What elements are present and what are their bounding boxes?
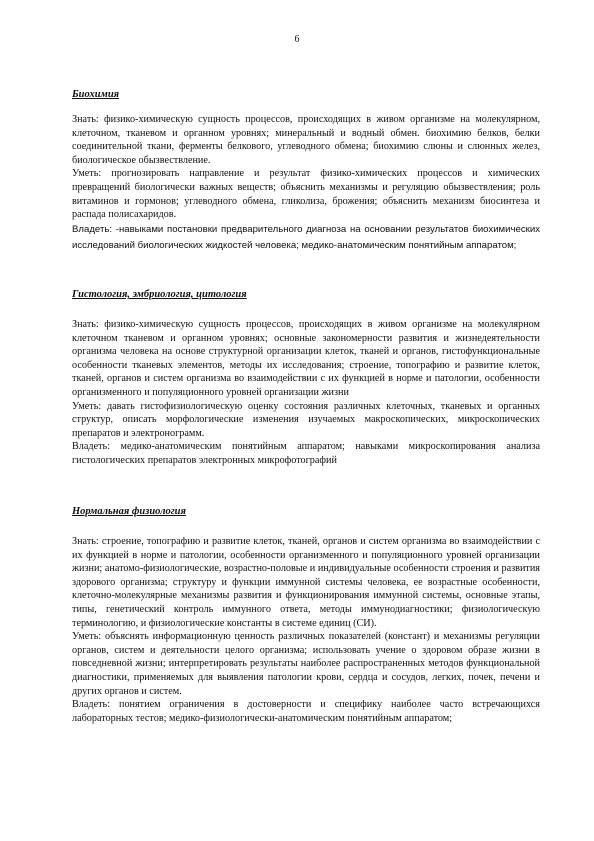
paragraph-master: Владеть: -навыками постановки предварительного диагноза на основании результатов биохимических исследований биологических жидкостей человека; медико-анатомическим понятийным аппаратом;	[72, 223, 540, 251]
paragraph-master: Владеть: понятием ограничения в достоверности и специфику наиболее часто встречающихся лабораторных тестов; медико-физиологически-анатомическим понятийным аппаратом;	[72, 699, 540, 724]
section-heading: Биохимия	[72, 89, 120, 100]
section-heading: Гистология, эмбриология, цитология	[72, 289, 247, 300]
paragraph-know: Знать: строение, топографию и развитие клеток, тканей, органов и систем организма во взаимодействии с их функцией в норме и патологии, особенности организменного и популяционного уровней организации жизни; анатомо-физиологические, возрастно-половые и индивидуальные особенности строения и развития здорового организма; структуру и функции иммунной системы человека, ее возрастные особенности, клеточно-молекулярные механизмы развития и функционирования иммунной системы, основные этапы, типы, генетический контроль иммунного ответа, методы иммунодиагностики; физиологическую терминологию, и физиологические константы в системе единиц (СИ).	[72, 536, 540, 629]
section-physiology	[72, 505, 540, 725]
page-number: 6	[294, 34, 300, 45]
section-histology	[72, 288, 540, 468]
paragraph-can: Уметь: объяснять информационную ценность различных показателей (констант) и механизмы регуляции органов, систем и деятельности целого организма; использовать учение о здоровом образе жизни в повседневной жизни; интерпретировать результаты наиболее распространенных методов функциональной диагностики, применяемых для выявления патологии крови, сердца и сосудов, легких, почек, печени и других органов и систем.	[72, 631, 540, 697]
section-heading: Нормальная физиология	[72, 506, 186, 517]
paragraph-master: Владеть: медико-анатомическим понятийным аппаратом; навыками микроскопирования анализа гистологических препаратов электронных микрофотографий	[72, 441, 540, 466]
paragraph-know: Знать: физико-химическую сущность процессов, происходящих в живом организме на молекулярном клеточном тканевом и органном уровнях; основные закономерности развития и жизнедеятельности организма человека на основе структурной организации клеток, тканей и органов, гистофункциональные особенности тканевых элементов, методы их исследования; строение, топографию и развитие клеток, тканей, органов и систем организма во взаимодействии с их функцией в норме и патологии, особенности организменного и популяционного уровней организации жизни	[72, 319, 540, 398]
paragraph-know: Знать: физико-химическую сущность процессов, происходящих в живом организме на молекулярном, клеточном, тканевом и органном уровнях; минеральный и водный обмен. биохимию белков, белки соединительной ткани, ферменты белкового, углеводного обмена; биохимию слюны и слюнных желез, биологическое обызвествление.	[72, 114, 540, 166]
section-biochemistry	[72, 88, 540, 254]
paragraph-can: Уметь: давать гистофизиологическую оценку состояния различных клеточных, тканевых и органных структур, описать морфологические изменения изучаемых макроскопических, микроскопических препаратов и электронограмм.	[72, 400, 540, 439]
paragraph-can: Уметь: прогнозировать направление и результат физико-химических процессов и химических превращений биологически важных веществ; объяснить механизмы и регуляцию обызвествления; роль витаминов и гормонов; углеводного обмена, гликолиза, брожения; объяснить механизм биосинтеза и распада полисахаридов.	[72, 168, 540, 221]
